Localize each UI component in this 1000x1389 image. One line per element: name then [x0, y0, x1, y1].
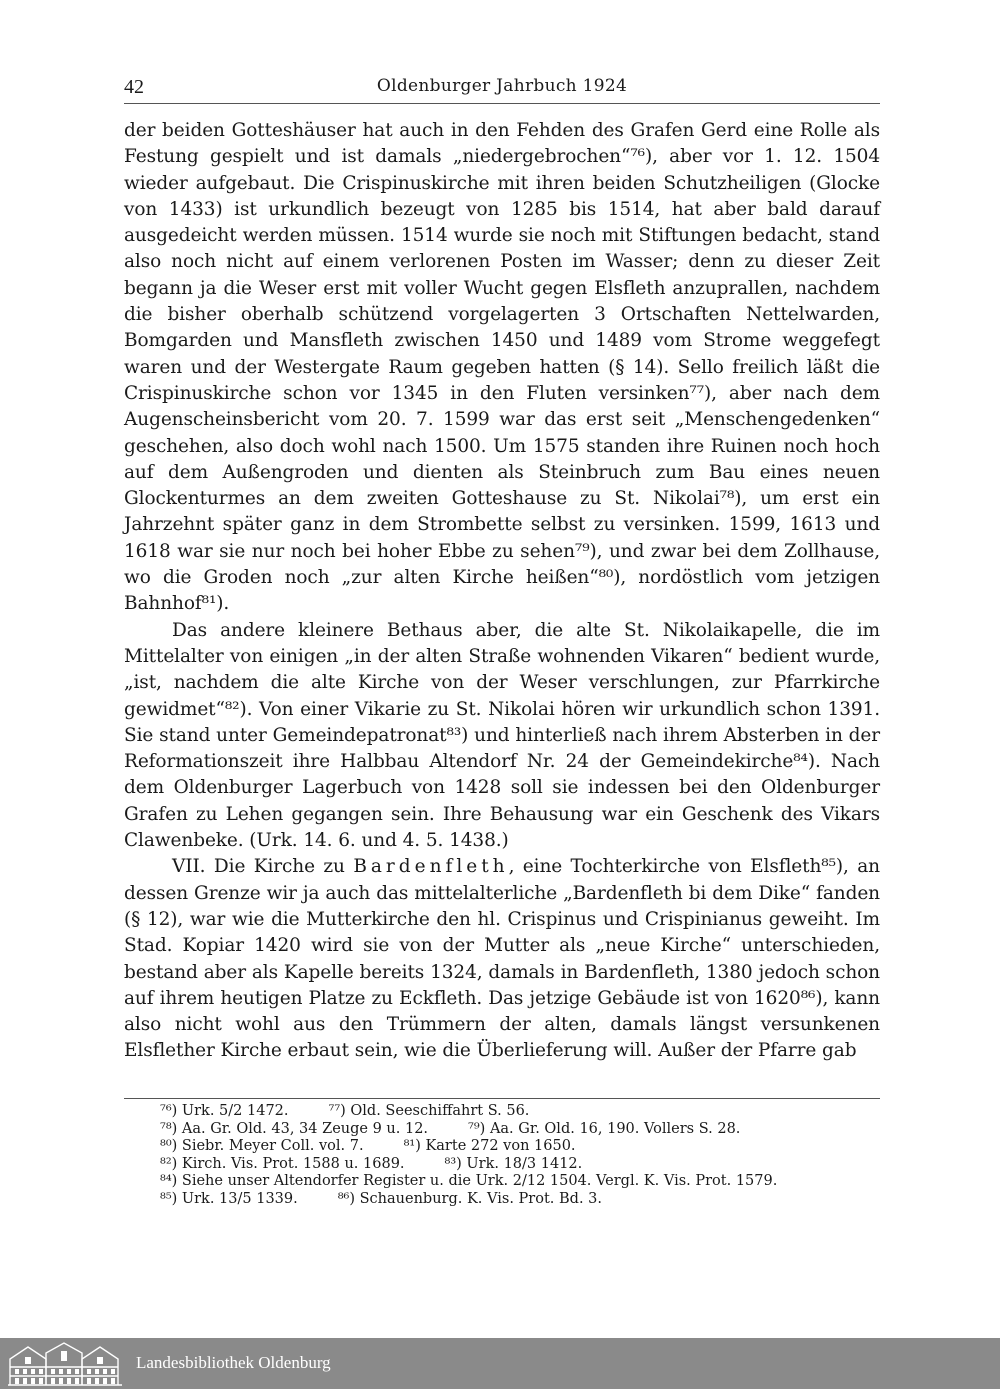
footnote-82: ⁸²) Kirch. Vis. Prot. 1588 u. 1689. [160, 1155, 405, 1172]
footnote-85: ⁸⁵) Urk. 13/5 1339. [160, 1190, 298, 1207]
footnote-79: ⁷⁹) Aa. Gr. Old. 16, 190. Vollers S. 28. [468, 1120, 741, 1137]
paragraph-3-rest: , eine Tochterkirche von Elsfleth⁸⁵), an dessen Grenze wir ja auch das mittelalterliche „Bardenfleth bi dem Dike“ fanden (§ 12), war wie die Mutterkirche den hl. Crispinus und Crispinianus geweiht. Im Stad. Kopiar 1420 wird sie von der Mutter als „neue Kirche“ unterschieden, bestand aber als Kapelle bereits 1324, damals in Bardenfleth, 1380 jedoch schon auf ihrem heutigen Platze zu Eckfleth. Das jetzige Gebäude ist von 1620⁸⁶), kann also nicht wohl aus den Trümmern der alten, damals längst versunkenen Elsflether Kirche erbaut sein, wie die Überlieferung will. Außer der Pfarre gab [124, 856, 880, 1062]
footer-library-label[interactable]: Landesbibliothek Oldenburg [136, 1353, 331, 1372]
footnote-84: ⁸⁴) Siehe unser Altendorfer Register u. die Urk. 2/12 1504. Vergl. K. Vis. Prot. 1579. [160, 1173, 778, 1190]
footnote-line [160, 1191, 880, 1209]
footnote-86: ⁸⁶) Schauenburg. K. Vis. Prot. Bd. 3. [337, 1190, 602, 1207]
footnote-78: ⁷⁸) Aa. Gr. Old. 43, 34 Zeuge 9 u. 12. [160, 1120, 429, 1137]
footnote-76: ⁷⁶) Urk. 5/2 1472. [160, 1103, 289, 1119]
page-header [124, 72, 880, 102]
footnote-line [160, 1121, 880, 1139]
page-number: 42 [124, 76, 144, 98]
footnote-77: ⁷⁷) Old. Seeschiffahrt S. 56. [328, 1103, 530, 1119]
running-title: Oldenburger Jahrbuch 1924 [376, 76, 628, 96]
footnote-81: ⁸¹) Karte 272 von 1650. [403, 1138, 576, 1155]
footnote-83: ⁸³) Urk. 18/3 1412. [444, 1155, 583, 1172]
header-rule [124, 103, 880, 104]
paragraph-3 [124, 854, 880, 1064]
footnote-line [160, 1156, 880, 1174]
footnote-80: ⁸⁰) Siebr. Meyer Coll. vol. 7. [160, 1138, 364, 1155]
footnotes [160, 1103, 880, 1209]
paragraph-3-start: VII. Die Kirche zu [172, 856, 345, 878]
paragraph-1: der beiden Gotteshäuser hat auch in den Fehden des Grafen Gerd eine Rolle als Festung gespielt und ist damals „niedergebrochen“⁷⁶), aber vor 1. 12. 1504 wieder aufgebaut. Die Crispinuskirche mit ihren beiden Schutzheiligen (Glocke von 1433) ist urkundlich bezeugt von 1285 bis 1514, hat aber bald darauf ausgedeicht werden müssen. 1514 wurde sie noch mit Stiftungen bedacht, stand also noch nicht auf einem verlorenen Posten im Wasser; denn zu dieser Zeit begann ja die Weser erst mit voller Wucht gegen Elsfleth anzuprallen, nachdem die bisher oberhalb schützend vorgelagerten 3 Ortschaften Nettelwarden, Bomgarden und Mansfleth zwischen 1450 und 1489 vom Strome weggefegt waren und der Westergate Raum gegeben hatten (§ 14). Sello freilich läßt die Crispinuskirche schon vor 1345 in den Fluten versinken⁷⁷), aber nach dem Augenscheinsbericht vom 20. 7. 1599 war das erst seit „Menschengedenken“ geschehen, also doch wohl nach 1500. Um 1575 standen ihre Ruinen noch hoch auf dem Außengroden und dienten als Steinbruch zum Bau eines neuen Glockenturmes an dem zweiten Gotteshause zu St. Nikolai⁷⁸), um erst ein Jahrzehnt später ganz in dem Strombette selbst zu versinken. 1599, 1613 und 1618 war sie nur noch bei hoher Ebbe zu sehen⁷⁹), und zwar bei dem Zollhause, wo die Groden noch „zur alten Kirche heißen“⁸⁰), nordöstlich vom jetzigen Bahnhof⁸¹). [124, 120, 880, 615]
church-name-spaced: Bardenfleth [353, 856, 509, 878]
footnote-line [160, 1138, 880, 1156]
library-building-icon[interactable] [6, 1339, 124, 1387]
footnote-line [160, 1173, 880, 1191]
paragraph-2: Das andere kleinere Bethaus aber, die alte St. Nikolaikapelle, die im Mittelalter von einigen „in der alten Straße wohnenden Vikaren“ bedient wurde, „ist, nachdem die alte Kirche von der Weser verschlungen, zur Pfarrkirche gewidmet“⁸²). Von einer Vikarie zu St. Nikolai hören wir urkundlich schon 1391. Sie stand unter Gemeindepatronat⁸³) und hinterließ nach ihrem Absterben in der Reformationszeit ihre Halbbau Altendorf Nr. 24 der Gemeindekirche⁸⁴). Nach dem Oldenburger Lagerbuch von 1428 soll sie indessen bei den Oldenburger Grafen zu Lehen gegangen sein. Ihre Behausung war ein Geschenk des Vikars Clawenbeke. (Urk. 14. 6. und 4. 5. 1438.) [124, 619, 880, 852]
footnote-line [160, 1103, 880, 1121]
footnote-rule [124, 1098, 880, 1099]
body-text [124, 118, 880, 1065]
footer-bar [0, 1338, 1000, 1389]
